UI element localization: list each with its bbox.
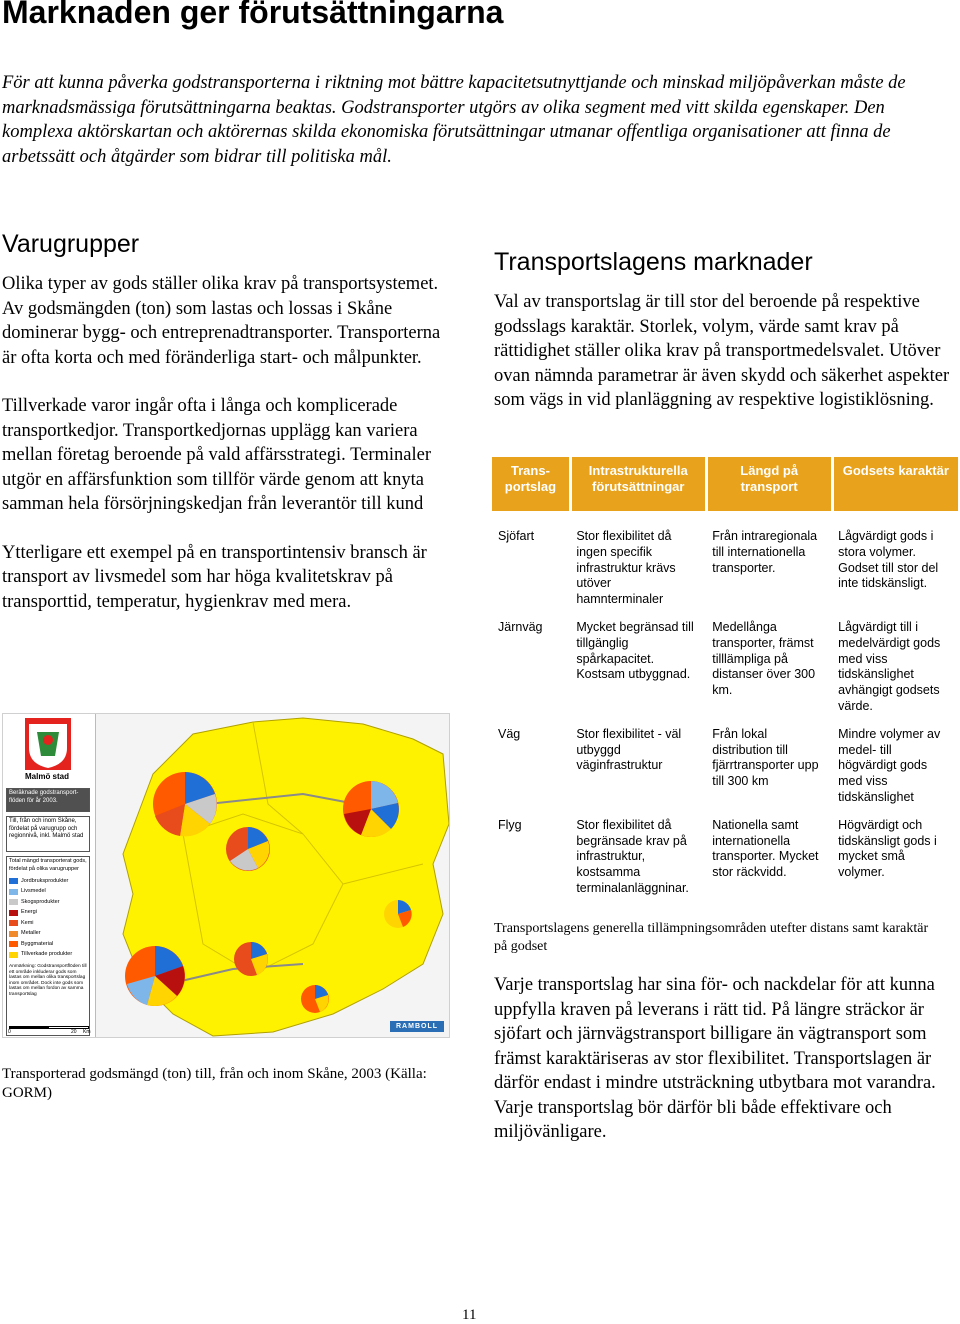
legend-item: Byggmaterial	[9, 939, 87, 950]
varugrupper-paragraph-2: Tillverkade varor ingår ofta i långa och komplicerade transportkedjor. Transportkedjornas upplägg kan variera mellan företag beroende på vald affärsstrategi. Terminaler utgör en affärsfunktion som tillför värde genom att knyta samman hela försörjningskedjan från leverantör till kund	[2, 396, 431, 514]
page-title: Marknaden ger förutsättningarna	[2, 0, 504, 30]
legend-item: Energi	[9, 908, 87, 919]
legend-swatch	[9, 878, 18, 884]
pie-chart-south-east	[301, 985, 329, 1013]
map-legend-title: Beräknade godstransport-flöden för år 2003.	[6, 788, 90, 812]
table-cell-length: Från intraregionala till internationella transporter.	[712, 529, 818, 575]
table-cell-infrastructure: Stor flexibilitet då ingen specifik infrastruktur krävs utöver hamnterminaler	[576, 529, 676, 607]
table-header-mode: Trans-portslag	[492, 457, 570, 511]
map-note: Anmärkning: Godstransportflöden till ett område inkluderar gods som lastas om mellan olika transportslag inom området. Dock inte gods som lastas om mellan fordon av samma transportslag	[9, 964, 87, 997]
transportslag-outro: Varje transportslag har sina för- och nackdelar för att kunna uppfylla kraven på leverans i rätt tid. På längre sträckor är sjöfart och järnvägstransport billigare än vägtransport som främst karaktäriseras av stor flexibilitet. Transportslagen är därför endast i mindre utsträckning utbytbara mot varandra. Varje transportslag bör därför bli både effektivare och miljövänligare.	[494, 975, 936, 1142]
map-scale-bar	[9, 1026, 89, 1029]
legend-item: Tillverkade produkter	[9, 950, 87, 961]
legend-swatch	[9, 952, 18, 958]
legend-item: Kemi	[9, 918, 87, 929]
map-legend-panel	[3, 714, 96, 1037]
pie-chart-south-west	[125, 946, 185, 1006]
map-caption: Transporterad godsmängd (ton) till, från och inom Skåne, 2003 (Källa: GORM)	[2, 1066, 427, 1101]
legend-swatch	[9, 931, 18, 937]
pie-chart-east	[384, 900, 412, 928]
table-row	[492, 818, 958, 909]
table-cell-mode: Väg	[498, 726, 521, 741]
scale-label-0: 0	[8, 1029, 11, 1035]
table-cell-infrastructure: Mycket begränsad till tillgänglig spårkapacitet. Kostsam utbyggnad.	[576, 619, 694, 682]
page-number: 11	[462, 1307, 477, 1323]
malmo-coat-of-arms-icon	[25, 718, 71, 770]
table-row	[492, 511, 958, 620]
transport-modes-table	[492, 457, 958, 909]
table-row	[492, 727, 958, 818]
table-cell-character: Lågvärdigt till i medelvärdigt gods med viss tidskänslighet avhängigt godsets värde.	[838, 619, 941, 713]
varugrupper-paragraph-3: Ytterligare ett exempel på en transportintensiv bransch är transport av livsmedel som har höga kvalitetskrav på transporttid, temperatur, hygienkrav med mera.	[2, 542, 427, 612]
transportslag-intro: Val av transportslag är till stor del beroende på respektive godsslags karaktär. Storlek, volym, värde samt krav på rättidighet ställer olika krav på transportmedelsvalet. Utöver ovan nämnda parametrar är även skydd och säkerhet aspekter som vägs in vid planläggning av respektive logistiklösning.	[494, 292, 950, 410]
table-cell-mode: Flyg	[498, 817, 522, 832]
table-cell-character: Mindre volymer av medel- till högvärdigt gods med viss tidskänslighet	[838, 726, 941, 804]
table-cell-length: Från lokal distribution till fjärrtransporter upp till 300 km	[712, 726, 819, 789]
legend-swatch	[9, 941, 18, 947]
ramboll-logo: RAMBOLL	[390, 1021, 444, 1032]
table-cell-character: Högvärdigt och tidskänsligt gods i mycket små volymer.	[838, 817, 937, 880]
legend-item: Metaller	[9, 929, 87, 940]
pie-chart-center	[226, 827, 270, 871]
table-row	[492, 620, 958, 727]
legend-swatch	[9, 899, 18, 905]
intro-paragraph: För att kunna påverka godstransporterna i riktning mot bättre kapacitetsutnyttjande och minskad miljöpåverkan måste de marknadsmässiga förutsättningarna beaktas. Godstransporter utgörs av olika segment med vitt skilda egenskaper. Den komplexa aktörskartan och aktörernas skilda ekonomiska förutsättningar utmanar offentliga organisationer att finna de arbetssätt och åtgärder som bidrar till politiska mål.	[2, 73, 906, 167]
map-legend-categories: Total mängd transporterat gods, fördelat på olika varugrupper Jordbruksprodukter Livsmedel Skogsprodukter Energi Kemi Metaller Byggmaterial Tillverkade produkter Anmärkning: Godstransportflöden till ett område inkluderar gods som lastas om mellan olika transportslag inom området. Dock inte gods som lastas om mellan fordon av samma transportslag	[6, 856, 90, 1036]
scale-unit: Km	[83, 1029, 91, 1035]
table-cell-infrastructure: Stor flexibilitet då begränsade krav på infrastruktur, kostsamma terminalanläggninar.	[576, 817, 689, 895]
pie-chart-north-east	[343, 781, 399, 837]
table-header-infrastructure: Intrastrukturella förutsättningar	[570, 457, 706, 511]
legend-item: Livsmedel	[9, 887, 87, 898]
varugrupper-text	[2, 272, 452, 638]
table-cell-mode: Sjöfart	[498, 529, 535, 543]
malmo-stad-label: Malmö stad	[25, 772, 70, 781]
table-cell-infrastructure: Stor flexibilitet - väl utbyggd väginfrastruktur	[576, 726, 682, 773]
pie-chart-north-west	[153, 772, 217, 836]
map-legend-subtitle: Till, från och inom Skåne, fördelat på varugrupp och regionnivå, inkl. Malmö stad	[6, 816, 90, 852]
table-cell-length: Medellånga transporter, främst tilllämpliga på distanser över 300 km.	[712, 619, 816, 698]
table-cell-length: Nationella samt internationella transporter. Mycket stor räckvidd.	[712, 817, 819, 880]
table-header-row	[492, 457, 958, 511]
varugrupper-paragraph-1: Olika typer av gods ställer olika krav på transportsystemet. Av godsmängden (ton) som lastas och lossas i Skåne dominerar bygg- och entreprenadtransporter. Transporterna är ofta korta och med föränderliga start- och målpunkter.	[2, 274, 441, 368]
table-header-length: Längd på transport	[706, 457, 832, 511]
varugrupper-heading: Varugrupper	[2, 230, 140, 258]
table-cell-mode: Järnväg	[498, 619, 543, 634]
pie-chart-south-center	[234, 942, 268, 976]
scale-label-20: 20	[71, 1029, 77, 1035]
legend-swatch	[9, 889, 18, 895]
table-caption: Transportslagens generella tillämpningsområden utefter distans samt karaktär på godset	[494, 921, 929, 954]
transportslag-heading: Transportslagens marknader	[494, 248, 813, 276]
skane-freight-map	[2, 713, 450, 1038]
legend-swatch	[9, 920, 18, 926]
table-cell-character: Lågvärdigt gods i stora volymer. Godset till stor del inte tidskänsligt.	[838, 529, 939, 591]
legend-item: Jordbruksprodukter	[9, 876, 87, 887]
legend-item: Skogsprodukter	[9, 897, 87, 908]
table-header-character: Godsets karaktär	[832, 457, 958, 511]
legend-swatch	[9, 910, 18, 916]
